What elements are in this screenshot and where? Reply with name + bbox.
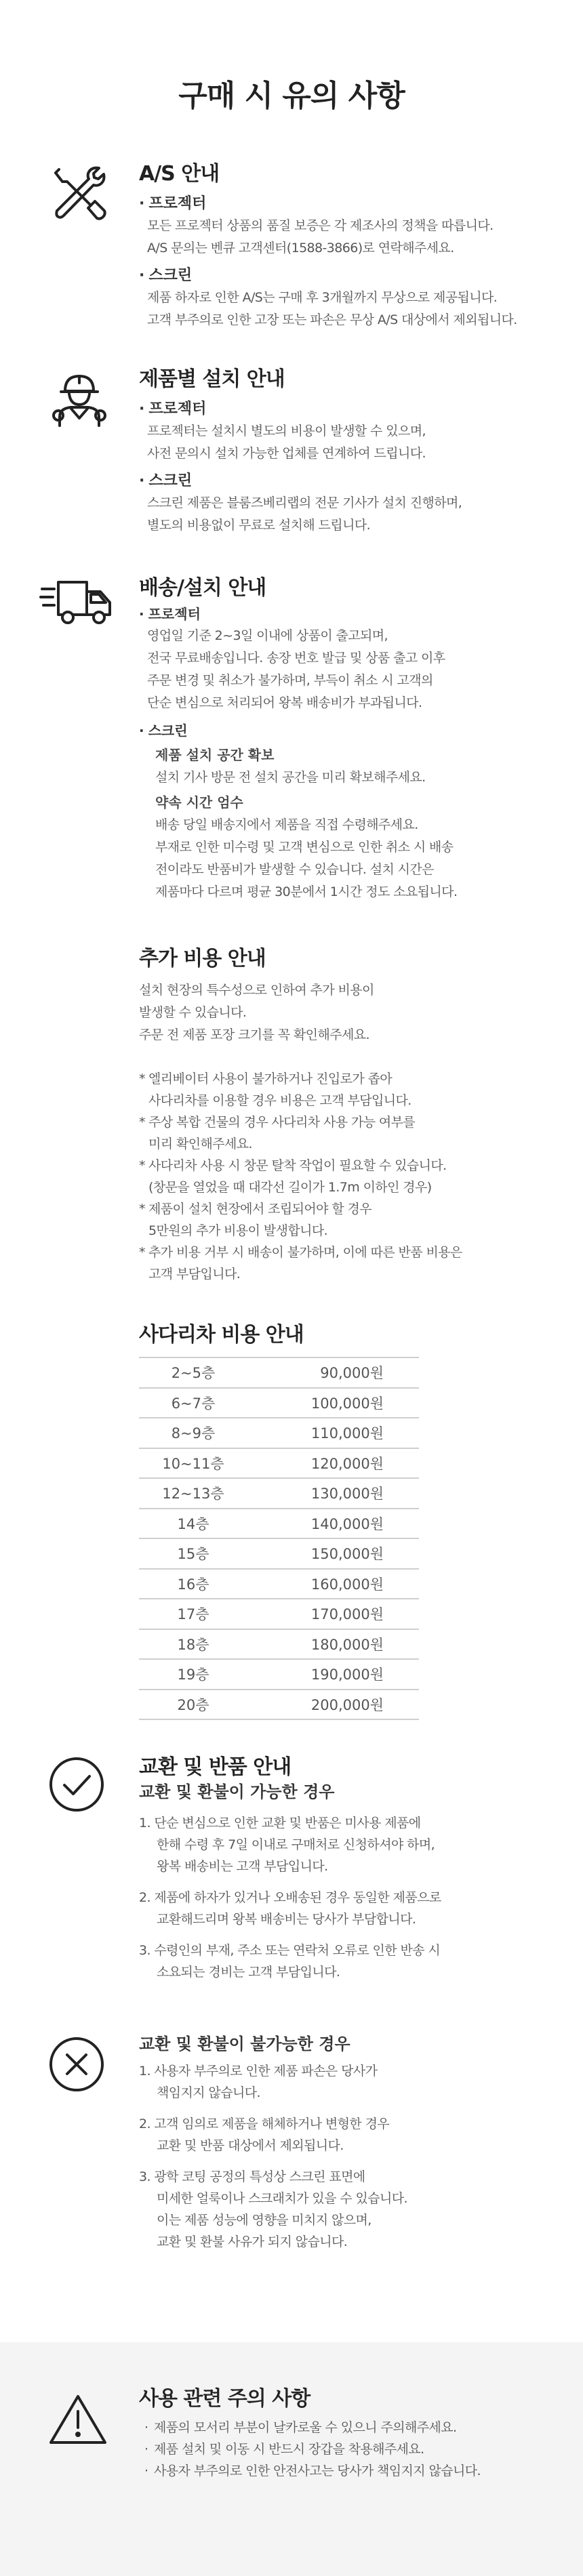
exchange-impossible-item-cont: 미세한 얼룩이나 스크래치가 있을 수 있습니다. bbox=[157, 2191, 407, 2206]
ladder-floor: 10~11층 bbox=[139, 1448, 247, 1479]
install-screen-label: · 스크린 bbox=[139, 472, 193, 489]
extra-bullet-text: 엘리베이터 사용이 불가하거나 진입로가 좁아 bbox=[148, 1071, 393, 1086]
exchange-possible-title: 교환 및 환불이 가능한 경우 bbox=[139, 1782, 335, 1801]
ladder-section bbox=[139, 1322, 556, 1720]
exchange-possible-item-cont: 왕복 배송비는 고객 부담입니다. bbox=[157, 1859, 328, 1874]
exchange-possible-item-text: 3. 수령인의 부재, 주소 또는 연락처 오류로 인한 반송 시 bbox=[139, 1943, 441, 1958]
exchange-possible-item bbox=[139, 1940, 556, 1983]
extra-bullet: * 엘리베이터 사용이 불가하거나 진입로가 좁아 사다리차를 이용할 경우 비용은 고객 부담입니다. bbox=[139, 1068, 556, 1111]
ladder-floor: 19층 bbox=[139, 1659, 247, 1690]
exchange-impossible-item-text: 3. 광학 코팅 공정의 특성상 스크린 표면에 bbox=[139, 2169, 365, 2184]
as-section bbox=[139, 161, 556, 331]
extra-section bbox=[139, 945, 556, 1285]
exchange-possible-item-text: 1. 단순 변심으로 인한 교환 및 반품은 미사용 제품에 bbox=[139, 1816, 421, 1831]
ladder-floor: 20층 bbox=[139, 1690, 247, 1720]
extra-bullet-text: 제품이 설치 현장에서 조립되어야 할 경우 bbox=[148, 1202, 372, 1217]
delivery-projector-line: 주문 변경 및 취소가 불가하며, 부득이 취소 시 고객의 bbox=[147, 673, 433, 688]
exchange-title: 교환 및 반품 안내 bbox=[139, 1755, 292, 1779]
caution-bullet: · 사용자 부주의로 인한 안전사고는 당사가 책임지지 않습니다. bbox=[144, 2463, 481, 2478]
caution-bullet: · 제품의 모서리 부분이 날카로울 수 있으니 주의해주세요. bbox=[144, 2420, 457, 2435]
ladder-price: 200,000원 bbox=[247, 1690, 419, 1720]
exchange-impossible-item-cont: 교환 및 환불 사유가 되지 않습니다. bbox=[157, 2234, 348, 2249]
exchange-impossible-section bbox=[139, 2033, 556, 2253]
exchange-impossible-item bbox=[139, 2166, 556, 2253]
extra-bullet-text: 사다리차 사용 시 창문 탈착 작업이 필요할 수 있습니다. bbox=[148, 1158, 447, 1173]
as-title: A/S 안내 bbox=[139, 162, 220, 186]
ladder-floor: 8~9층 bbox=[139, 1418, 247, 1448]
exchange-impossible-item-cont: 이는 제품 성능에 영향을 미치지 않으며, bbox=[157, 2213, 371, 2228]
ladder-price: 100,000원 bbox=[247, 1388, 419, 1418]
ladder-row bbox=[139, 1448, 419, 1479]
ladder-row bbox=[139, 1599, 419, 1629]
extra-bullet: * 사다리차 사용 시 창문 탈착 작업이 필요할 수 있습니다. (창문을 열었을 때 대각선 길이가 1.7m 이하인 경우) bbox=[139, 1155, 556, 1198]
exchange-impossible-item-cont: 책임지지 않습니다. bbox=[157, 2085, 260, 2100]
ladder-row bbox=[139, 1357, 419, 1388]
install-screen-label-text: 스크린 bbox=[148, 472, 193, 489]
delivery-screen-label-text: 스크린 bbox=[148, 722, 188, 739]
exchange-possible-item-cont: 교환해드리며 왕복 배송비는 당사가 부담합니다. bbox=[157, 1912, 416, 1927]
caution-bullet-text: 제품 설치 및 이동 시 반드시 장갑을 착용해주세요. bbox=[154, 2442, 424, 2457]
page-title: 구매 시 유의 사항 bbox=[178, 79, 405, 113]
worker-icon bbox=[49, 368, 110, 432]
exchange-possible-item bbox=[139, 1887, 556, 1930]
exchange-impossible-item-cont: 교환 및 반품 대상에서 제외됩니다. bbox=[157, 2138, 344, 2153]
ladder-floor: 12~13층 bbox=[139, 1478, 247, 1509]
ladder-row bbox=[139, 1569, 419, 1599]
ladder-price: 160,000원 bbox=[247, 1569, 419, 1599]
ladder-row bbox=[139, 1538, 419, 1569]
delivery-time-line: 부재로 인한 미수령 및 고객 변심으로 인한 취소 시 배송 bbox=[155, 840, 454, 855]
extra-intro-line: 발생할 수 있습니다. bbox=[139, 1005, 247, 1020]
install-projector-line: 사전 문의시 설치 가능한 업체를 연계하여 드립니다. bbox=[147, 446, 426, 461]
truck-icon bbox=[39, 578, 114, 630]
delivery-time-line: 제품마다 다르며 평균 30분에서 1시간 정도 소요됩니다. bbox=[155, 884, 458, 899]
extra-bullet-cont: 미리 확인해주세요. bbox=[148, 1137, 252, 1151]
exchange-possible-item-cont: 한해 수령 후 7일 이내로 구매처로 신청하셔야 하며, bbox=[157, 1837, 435, 1852]
install-screen-line: 스크린 제품은 블룸즈베리랩의 전문 기사가 설치 진행하며, bbox=[147, 495, 462, 510]
ladder-floor: 6~7층 bbox=[139, 1388, 247, 1418]
ladder-row bbox=[139, 1418, 419, 1448]
as-screen-label: · 스크린 bbox=[139, 267, 193, 284]
ladder-price: 170,000원 bbox=[247, 1599, 419, 1629]
delivery-projector-line: 단순 변심으로 처리되어 왕복 배송비가 부과됩니다. bbox=[147, 695, 422, 710]
ladder-floor: 14층 bbox=[139, 1509, 247, 1539]
delivery-projector-line: 영업일 기준 2~3일 이내에 상품이 출고되며, bbox=[147, 628, 388, 643]
install-projector-label-text: 프로젝터 bbox=[148, 401, 207, 417]
install-projector-label: · 프로젝터 bbox=[139, 401, 207, 417]
ladder-price: 150,000원 bbox=[247, 1538, 419, 1569]
ladder-floor: 15층 bbox=[139, 1538, 247, 1569]
ladder-price: 180,000원 bbox=[247, 1629, 419, 1660]
ladder-cost-table bbox=[139, 1357, 419, 1720]
exchange-impossible-title: 교환 및 환불이 불가능한 경우 bbox=[139, 2035, 350, 2053]
as-screen-line: 고객 부주의로 인한 고장 또는 파손은 무상 A/S 대상에서 제외됩니다. bbox=[147, 312, 517, 327]
ladder-price: 130,000원 bbox=[247, 1478, 419, 1509]
tools-icon bbox=[49, 163, 110, 226]
ladder-price: 110,000원 bbox=[247, 1418, 419, 1448]
x-circle-icon bbox=[47, 2035, 106, 2096]
exchange-impossible-item bbox=[139, 2060, 556, 2104]
as-projector-label-text: 프로젝터 bbox=[148, 195, 207, 212]
extra-bullet-cont: (창문을 열었을 때 대각선 길이가 1.7m 이하인 경우) bbox=[148, 1180, 432, 1195]
exchange-impossible-item-text: 2. 고객 임의로 제품을 해체하거나 변형한 경우 bbox=[139, 2117, 390, 2131]
install-projector-line: 프로젝터는 설치시 별도의 비용이 발생할 수 있으며, bbox=[147, 424, 426, 438]
extra-bullet-text: 주상 복합 건물의 경우 사다리차 사용 가능 여부를 bbox=[148, 1115, 416, 1130]
extra-intro-line: 설치 현장의 특수성으로 인하여 추가 비용이 bbox=[139, 983, 374, 998]
ladder-price: 190,000원 bbox=[247, 1659, 419, 1690]
ladder-price: 120,000원 bbox=[247, 1448, 419, 1479]
delivery-projector-line: 전국 무료배송입니다. 송장 번호 발급 및 상품 출고 이후 bbox=[147, 651, 445, 666]
caution-section bbox=[139, 2386, 556, 2482]
exchange-impossible-item bbox=[139, 2113, 556, 2156]
delivery-projector-label-text: 프로젝터 bbox=[148, 606, 201, 622]
ladder-price: 90,000원 bbox=[247, 1357, 419, 1388]
check-circle-icon bbox=[47, 1755, 106, 1816]
install-section bbox=[139, 366, 556, 537]
delivery-section bbox=[139, 575, 556, 903]
ladder-row bbox=[139, 1629, 419, 1660]
ladder-price: 140,000원 bbox=[247, 1509, 419, 1539]
extra-bullet-cont: 고객 부담입니다. bbox=[148, 1267, 241, 1282]
as-projector-line: A/S 문의는 벤큐 고객센터(1588-3866)로 연락해주세요. bbox=[147, 241, 454, 255]
caution-bullet-text: 제품의 모서리 부분이 날카로울 수 있으니 주의해주세요. bbox=[154, 2420, 457, 2435]
extra-bullet: * 주상 복합 건물의 경우 사다리차 사용 가능 여부를 미리 확인해주세요. bbox=[139, 1111, 556, 1155]
delivery-title: 배송/설치 안내 bbox=[139, 576, 266, 600]
ladder-floor: 16층 bbox=[139, 1569, 247, 1599]
ladder-row bbox=[139, 1478, 419, 1509]
ladder-row bbox=[139, 1509, 419, 1539]
extra-intro-line: 주문 전 제품 포장 크기를 꼭 확인해주세요. bbox=[139, 1027, 369, 1042]
caution-bullet: · 제품 설치 및 이동 시 반드시 장갑을 착용해주세요. bbox=[144, 2442, 424, 2457]
install-screen-line: 별도의 비용없이 무료로 설치해 드립니다. bbox=[147, 518, 371, 533]
caution-bullet-text: 사용자 부주의로 인한 안전사고는 당사가 책임지지 않습니다. bbox=[154, 2463, 481, 2478]
ladder-row bbox=[139, 1659, 419, 1690]
as-screen-label-text: 스크린 bbox=[148, 267, 193, 284]
extra-title: 추가 비용 안내 bbox=[139, 947, 266, 970]
exchange-possible-item-cont: 소요되는 경비는 고객 부담입니다. bbox=[157, 1965, 340, 1980]
as-projector-label: · 프로젝터 bbox=[139, 195, 207, 212]
as-projector-line: 모든 프로젝터 상품의 품질 보증은 각 제조사의 정책을 따릅니다. bbox=[147, 218, 494, 233]
delivery-time-label: 약속 시간 엄수 bbox=[155, 794, 243, 811]
install-title: 제품별 설치 안내 bbox=[139, 367, 285, 391]
exchange-possible-item bbox=[139, 1812, 556, 1877]
delivery-time-line: 전이라도 반품비가 발생할 수 있습니다. 설치 시간은 bbox=[155, 862, 434, 877]
ladder-row bbox=[139, 1690, 419, 1720]
exchange-section bbox=[139, 1754, 556, 1983]
ladder-title: 사다리차 비용 안내 bbox=[139, 1323, 304, 1347]
delivery-space-line: 설치 기사 방문 전 설치 공간을 미리 확보해주세요. bbox=[155, 770, 426, 785]
exchange-impossible-item-text: 1. 사용자 부주의로 인한 제품 파손은 당사가 bbox=[139, 2064, 378, 2079]
ladder-floor: 2~5층 bbox=[139, 1357, 247, 1388]
delivery-space-label: 제품 설치 공간 확보 bbox=[155, 747, 275, 763]
delivery-projector-label: · 프로젝터 bbox=[139, 606, 201, 622]
extra-bullet-cont: 사다리차를 이용할 경우 비용은 고객 부담입니다. bbox=[148, 1093, 411, 1108]
ladder-floor: 17층 bbox=[139, 1599, 247, 1629]
exchange-possible-item-text: 2. 제품에 하자가 있거나 오배송된 경우 동일한 제품으로 bbox=[139, 1890, 441, 1905]
delivery-time-line: 배송 당일 배송지에서 제품을 직접 수령해주세요. bbox=[155, 817, 418, 832]
extra-bullets bbox=[139, 1068, 556, 1285]
extra-bullet-cont: 5만원의 추가 비용이 발생합니다. bbox=[148, 1223, 328, 1238]
extra-bullet-text: 추가 비용 거부 시 배송이 불가하며, 이에 따른 반품 비용은 bbox=[148, 1245, 462, 1260]
ladder-row bbox=[139, 1388, 419, 1418]
extra-bullet: * 추가 비용 거부 시 배송이 불가하며, 이에 따른 반품 비용은 고객 부담입니다. bbox=[139, 1242, 556, 1285]
warning-icon bbox=[47, 2392, 108, 2449]
extra-bullet: * 제품이 설치 현장에서 조립되어야 할 경우 5만원의 추가 비용이 발생합니다. bbox=[139, 1198, 556, 1242]
delivery-screen-label: · 스크린 bbox=[139, 722, 188, 739]
as-screen-line: 제품 하자로 인한 A/S는 구매 후 3개월까지 무상으로 제공됩니다. bbox=[147, 290, 498, 305]
caution-title: 사용 관련 주의 사항 bbox=[139, 2387, 310, 2411]
ladder-floor: 18층 bbox=[139, 1629, 247, 1660]
